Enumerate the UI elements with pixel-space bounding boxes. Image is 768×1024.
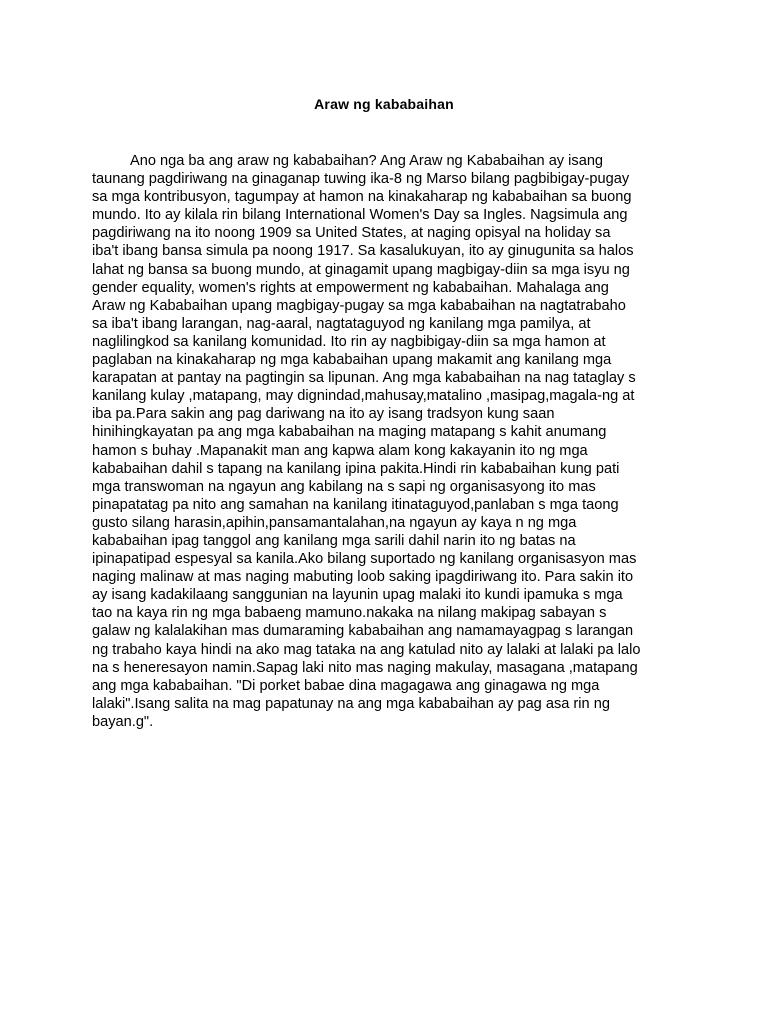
body-line: sa iba't ibang larangan, nag-aaral, nagtataguyod ng kanilang mga pamilya, at xyxy=(92,315,591,332)
body-line: iba't ibang bansa simula pa noong 1917. Sa kasalukuyan, ito ay ginugunita sa halos xyxy=(92,243,634,260)
body-line: gusto silang harasin,apihin,pansamantalahan,na ngayun ay kaya n ng mga xyxy=(92,514,577,531)
body-line: paglaban na kinakaharap ng mga kababaihan upang makamit ang kanilang mga xyxy=(92,352,612,369)
body-line: Ano nga ba ang araw ng kababaihan? Ang Araw ng Kababaihan ay isang xyxy=(130,153,604,169)
body-line: ng trabaho kaya hindi na ako mag tataka na ang katulad nito ay lalaki at lalaki pa lalo xyxy=(92,641,641,658)
body-line: hinihingkayatan pa ang mga kababaihan na maging matapang s kahit anumang xyxy=(92,424,607,441)
body-line: naglilingkod sa kanilang komunidad. Ito rin ay nagbibigay-diin sa mga hamon at xyxy=(92,333,606,350)
document-body xyxy=(92,152,682,731)
body-line: lalaki".Isang salita na mag papatunay na ang mga kababaihan ay pag asa rin ng xyxy=(92,695,610,712)
body-line: sa mga kontribusyon, tagumpay at hamon na kinakaharap ng kababaihan sa buong xyxy=(92,189,632,206)
body-line: kababaihan dahil s tapang na kanilang ipina pakita.Hindi rin kababaihan kung pati xyxy=(92,460,620,477)
body-line: bayan.g". xyxy=(92,713,154,730)
body-line: lahat ng bansa sa buong mundo, at ginagamit upang magbigay-diin sa mga isyu ng xyxy=(92,261,630,278)
body-line: hamon s buhay .Mapanakit man ang kapwa alam kong kakayanin ito ng mga xyxy=(92,442,588,459)
body-line: mga transwoman na ngayun ang kabilang na s sapi ng organisasyong ito mas xyxy=(92,478,596,495)
body-line: ang mga kababaihan. "Di porket babae dina magagawa ang ginagawa ng mga xyxy=(92,677,600,694)
body-line: galaw ng kalalakihan mas dumaraming kababaihan ang namamayagpag s larangan xyxy=(92,623,634,640)
body-line: pinapatatag pa nito ang samahan na kanilang itinataguyod,panlaban s mga taong xyxy=(92,496,619,513)
body-line: na s heneresayon namin.Sapag laki nito mas naging makulay, masagana ,matapang xyxy=(92,659,638,676)
body-line: kanilang kulay ,matapang, may dignindad,mahusay,matalino ,masipag,magala-ng at xyxy=(92,388,635,405)
body-line: kababaihan ipag tanggol ang kanilang mga sarili dahil narin ito ng batas na xyxy=(92,532,576,549)
body-line: iba pa.Para sakin ang pag dariwang na ito ay isang tradsyon kung saan xyxy=(92,406,555,423)
body-line: ipinapatipad espesyal sa kanila.Ako bilang suportado ng kanilang organisasyon mas xyxy=(92,551,637,568)
body-line: karapatan at pantay na pagtingin sa lipunan. Ang mga kababaihan na nag tataglay s xyxy=(92,370,636,387)
document-title: Araw ng kababaihan xyxy=(314,96,454,112)
body-line: ay isang kadakilaang sanggunian na layunin upag malaki ito kundi ipamuka s mga xyxy=(92,587,623,604)
body-line: naging malinaw at mas naging mabuting loob saking ipagdiriwang ito. Para sakin ito xyxy=(92,569,634,586)
body-line: taunang pagdiriwang na ginaganap tuwing ika-8 ng Marso bilang pagbibigay-pugay xyxy=(92,171,630,188)
body-line: pagdiriwang na ito noong 1909 sa United States, at naging opisyal na holiday sa xyxy=(92,225,611,242)
body-line: mundo. Ito ay kilala rin bilang International Women's Day sa Ingles. Nagsimula ang xyxy=(92,207,628,224)
body-line: tao na kaya rin ng mga babaeng mamuno.nakaka na nilang makipag sabayan s xyxy=(92,605,607,622)
body-line: gender equality, women's rights at empowerment ng kababaihan. Mahalaga ang xyxy=(92,279,609,296)
body-line: Araw ng Kababaihan upang magbigay-pugay sa mga kababaihan na nagtatrabaho xyxy=(92,297,626,314)
